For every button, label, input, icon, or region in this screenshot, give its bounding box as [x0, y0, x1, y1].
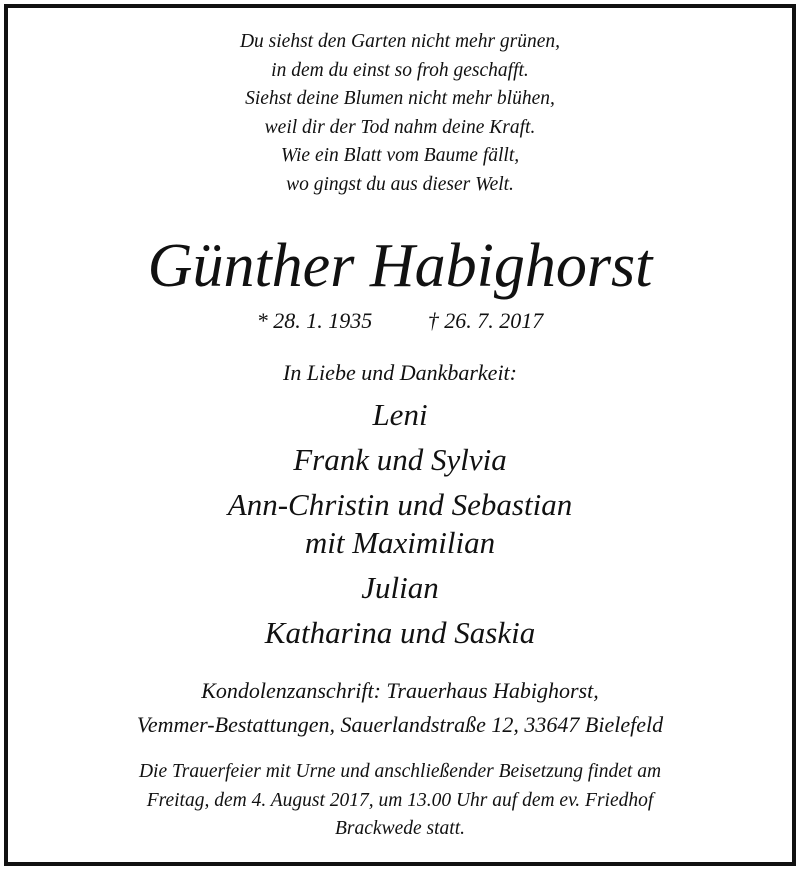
- death-date: † 26. 7. 2017: [427, 308, 544, 333]
- poem-line: in dem du einst so froh geschafft.: [271, 59, 529, 81]
- poem-line: Wie ein Blatt vom Baume fällt,: [280, 145, 520, 167]
- mourner-name: Julian: [361, 570, 439, 605]
- funeral-line: Freitag, dem 4. August 2017, um 13.00 Uhr auf dem ev. Friedhof: [146, 789, 654, 811]
- life-dates: [0, 306, 800, 336]
- deceased-name: Günther Habighorst: [147, 232, 653, 300]
- funeral-line: Die Trauerfeier mit Urne und anschließender Beisetzung findet am: [138, 761, 662, 782]
- funeral-details: [0, 758, 800, 844]
- address-line: Vemmer-Bestattungen, Sauerlandstraße 12, 33647 Bielefeld: [136, 712, 664, 737]
- mourner-name: Leni: [372, 397, 428, 432]
- mourner-name: Frank und Sylvia: [293, 442, 507, 477]
- mourner-name: Ann-Christin und Sebastian: [227, 487, 573, 522]
- funeral-line: Brackwede statt.: [335, 818, 465, 839]
- poem-line: Du siehst den Garten nicht mehr grünen,: [239, 31, 561, 52]
- mourner-name: mit Maximilian: [304, 525, 496, 560]
- poem: [0, 28, 800, 200]
- condolence-address: [0, 674, 800, 742]
- poem-line: weil dir der Tod nahm deine Kraft.: [264, 116, 536, 138]
- poem-line: Siehst deine Blumen nicht mehr blühen,: [245, 88, 555, 110]
- poem-line: wo gingst du aus dieser Welt.: [286, 173, 514, 195]
- address-line: Kondolenzanschrift: Trauerhaus Habighorst,: [201, 678, 599, 703]
- mourners-list: [0, 392, 800, 655]
- mourners-intro: In Liebe und Dankbarkeit:: [283, 360, 517, 385]
- birth-date: * 28. 1. 1935: [256, 308, 373, 333]
- mourner-name: Katharina und Saskia: [264, 615, 536, 650]
